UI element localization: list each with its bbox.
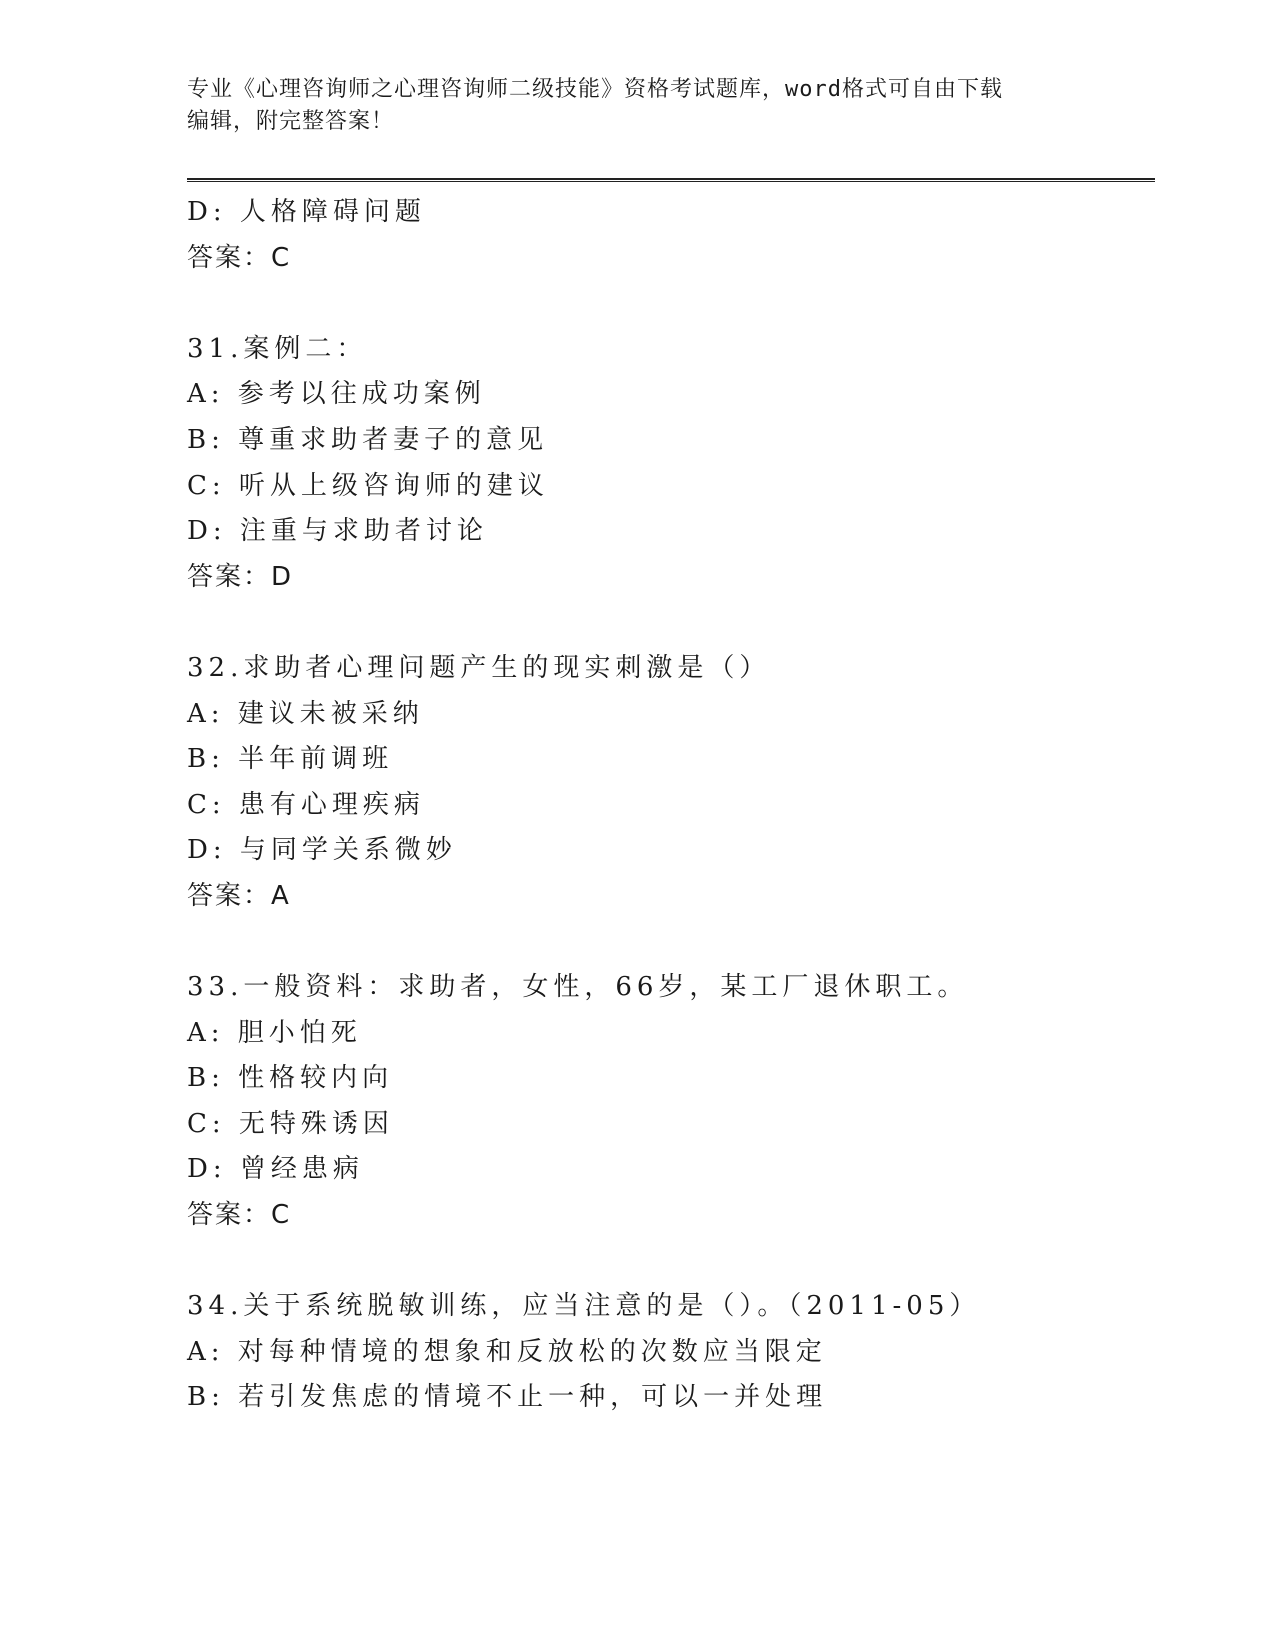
header-line-2: 编辑，附完整答案！	[187, 109, 395, 134]
question-stem: 33.一般资料：求助者，女性，66岁，某工厂退休职工。	[187, 972, 969, 1003]
page-header	[187, 74, 1087, 138]
spacer	[187, 1239, 1155, 1285]
option-a: A: 参考以往成功案例	[187, 379, 486, 410]
option-a: A: 对每种情境的想象和反放松的次数应当限定	[187, 1336, 827, 1367]
question-list	[187, 190, 1155, 1421]
previous-question-tail	[187, 190, 1155, 281]
question-34	[187, 1284, 1155, 1421]
answer-line: 答案：D	[187, 561, 294, 592]
question-31	[187, 327, 1155, 601]
spacer	[187, 920, 1155, 966]
header-divider	[187, 178, 1155, 182]
option-c: C: 无特殊诱因	[187, 1108, 394, 1139]
option-d: D: 曾经患病	[187, 1154, 364, 1185]
question-stem: 31.案例二：	[187, 333, 368, 364]
option-a: A: 建议未被采纳	[187, 698, 424, 729]
option-d: D: 注重与求助者讨论	[187, 516, 488, 547]
option-a: A: 胆小怕死	[187, 1017, 362, 1048]
answer-line: 答案：A	[187, 880, 291, 911]
option-b: B: 尊重求助者妻子的意见	[187, 424, 549, 455]
option-d: D: 人格障碍问题	[187, 197, 426, 227]
option-b: B: 性格较内向	[187, 1063, 394, 1094]
spacer	[187, 600, 1155, 646]
option-c: C: 听从上级咨询师的建议	[187, 470, 549, 501]
answer-line: 答案：C	[187, 242, 292, 273]
option-d: D: 与同学关系微妙	[187, 835, 457, 866]
question-32	[187, 646, 1155, 920]
question-stem: 34.关于系统脱敏训练，应当注意的是（）。（2011-05）	[187, 1291, 981, 1322]
answer-line: 答案：C	[187, 1200, 292, 1231]
question-33	[187, 965, 1155, 1239]
option-c: C: 患有心理疾病	[187, 789, 425, 820]
question-stem: 32.求助者心理问题产生的现实刺激是（）	[187, 652, 771, 683]
header-line-1: 专业《心理咨询师之心理咨询师二级技能》资格考试题库，word格式可自由下载	[187, 77, 1003, 102]
option-b: B: 若引发焦虑的情境不止一种，可以一并处理	[187, 1382, 828, 1413]
spacer	[187, 281, 1155, 327]
option-b: B: 半年前调班	[187, 744, 394, 775]
